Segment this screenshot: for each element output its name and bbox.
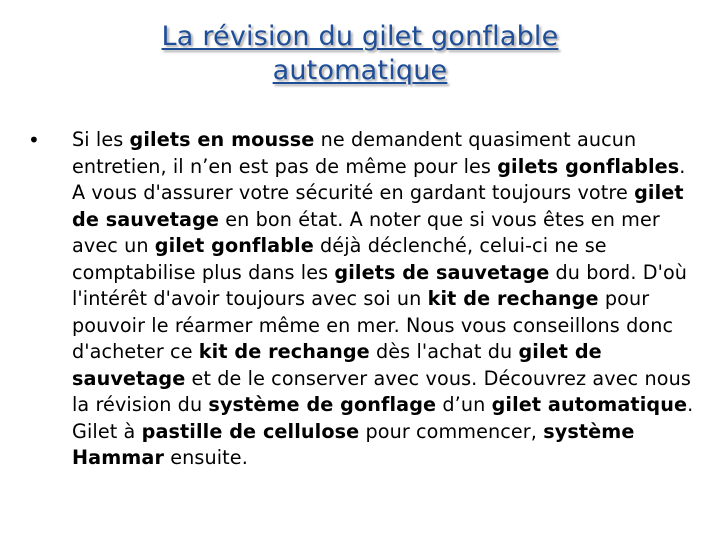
text-run: dès l'achat du bbox=[369, 340, 519, 363]
bold-term: gilets en mousse bbox=[129, 128, 315, 151]
text-run: en bon état. A noter que si vous êtes en mer avec un bbox=[72, 207, 660, 257]
slide-title bbox=[60, 20, 660, 88]
text-run: ensuite. bbox=[164, 446, 248, 469]
bullet-icon: • bbox=[28, 128, 40, 152]
slide-body bbox=[28, 127, 696, 472]
text-run: pour pouvoir le réarmer même en mer. Nous vous conseillons donc d'acheter ce bbox=[72, 287, 674, 363]
slide-title-line-1: La révision du gilet gonflable bbox=[161, 21, 559, 52]
bold-term: kit de rechange bbox=[198, 340, 370, 363]
bold-term: gilet de sauvetage bbox=[72, 340, 602, 390]
bold-term: système de gonflage bbox=[208, 393, 437, 416]
text-run: . Gilet à bbox=[72, 393, 694, 443]
bold-term: gilet gonflable bbox=[154, 234, 314, 257]
bold-term: système Hammar bbox=[72, 419, 635, 469]
text-run: déjà déclenché, celui-ci ne se comptabilise plus dans les bbox=[72, 234, 607, 284]
text-run: du bord. D'où l'intérêt d'avoir toujours avec soi un bbox=[72, 260, 688, 310]
bold-term: gilets de sauvetage bbox=[334, 260, 550, 284]
text-run: . A vous d'assurer votre sécurité en gardant toujours votre bbox=[72, 154, 686, 204]
bullet-paragraph bbox=[72, 127, 696, 472]
bold-term: kit de rechange bbox=[427, 287, 599, 310]
text-run: pour commencer, bbox=[359, 419, 544, 443]
text-run: ne demandent quasiment aucun entretien, il n’en est pas de même pour les bbox=[72, 128, 637, 178]
text-run: d’un bbox=[436, 393, 492, 416]
bullet-item bbox=[28, 127, 696, 472]
slide-title-line-2: automatique bbox=[272, 55, 448, 86]
bold-term: gilet de sauvetage bbox=[72, 181, 684, 231]
bold-term: pastille de cellulose bbox=[141, 419, 360, 443]
text-run: et de le conserver avec vous. Découvrez avec nous la révision du bbox=[72, 366, 691, 416]
text-run: Si les bbox=[72, 128, 130, 151]
bold-term: gilet automatique bbox=[491, 393, 688, 416]
bold-term: gilets gonflables bbox=[497, 154, 680, 178]
